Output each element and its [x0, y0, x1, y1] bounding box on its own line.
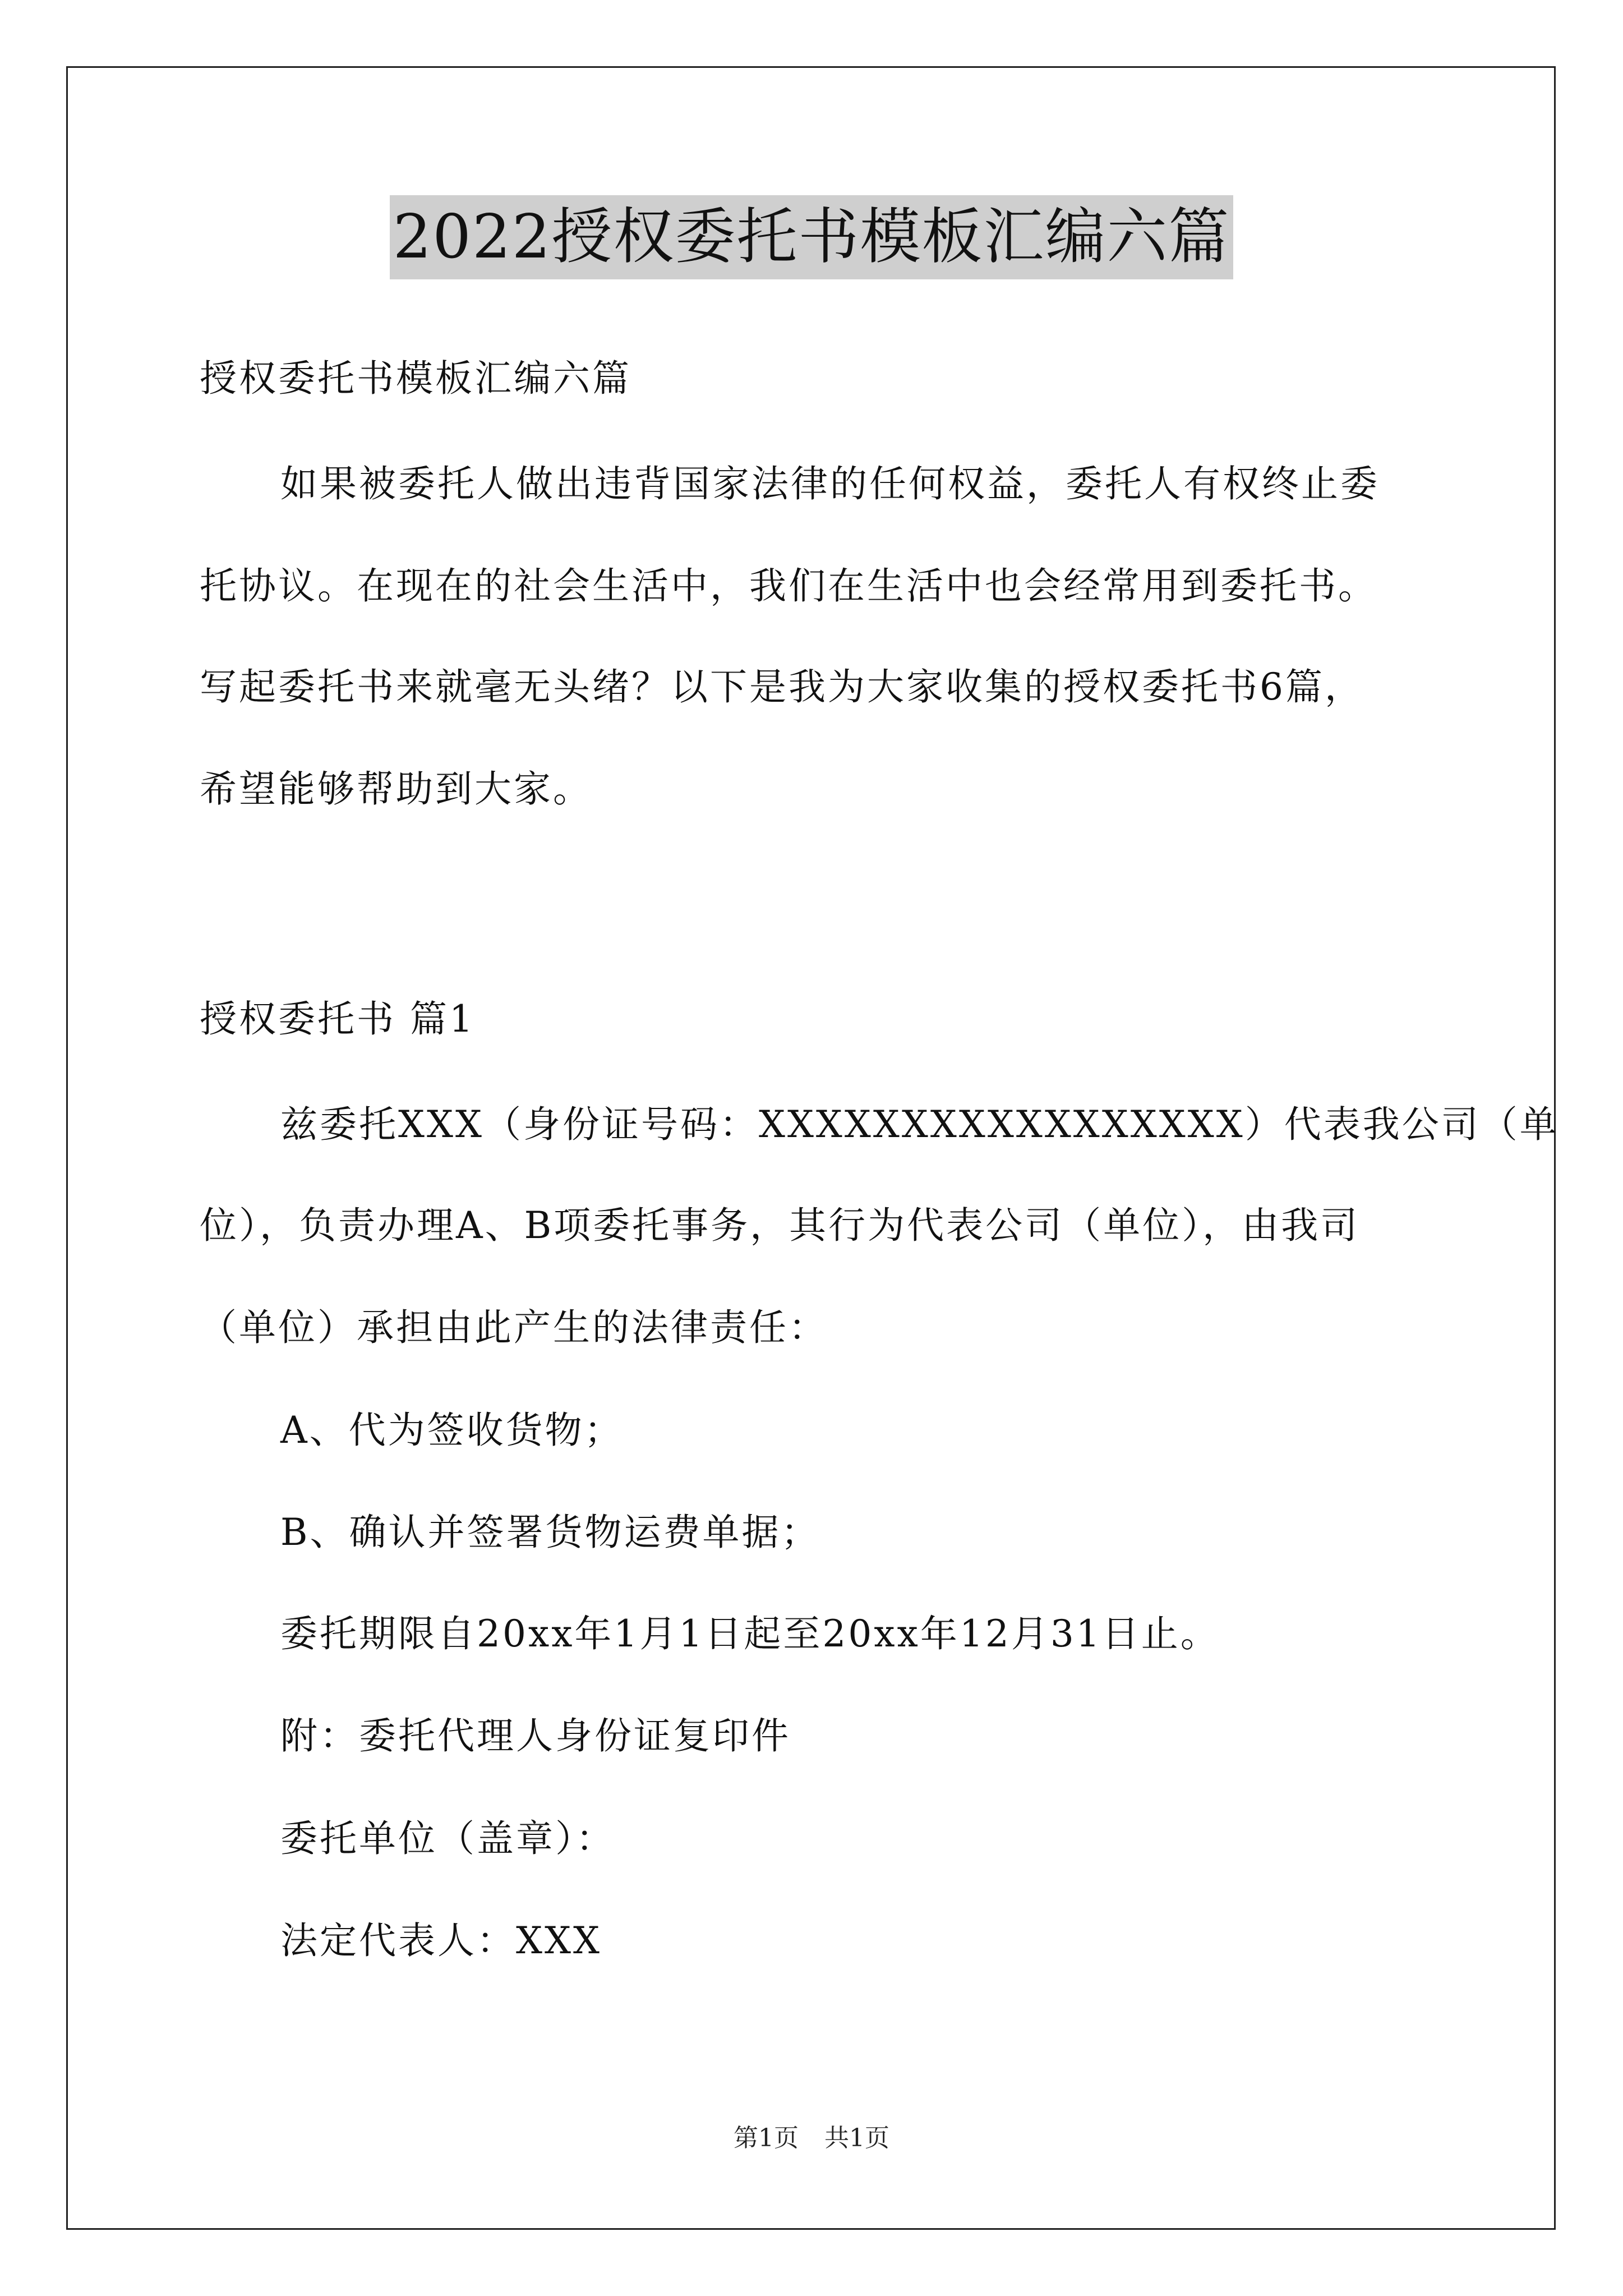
body-line-1: 兹委托XXX（身份证号码：XXXXXXXXXXXXXXXXX）代表我公司（单	[280, 1103, 1559, 1146]
document-title: 2022授权委托书模板汇编六篇	[390, 195, 1234, 279]
page-footer	[0, 2122, 1623, 2155]
intro-line-1: 如果被委托人做出违背国家法律的任何权益，委托人有权终止委	[280, 462, 1380, 505]
intro-line-2: 托协议。在现在的社会生活中，我们在生活中也会经常用到委托书。	[200, 564, 1377, 608]
body-line-4: A、代为签收货物；	[280, 1409, 624, 1452]
body-line-2: 位），负责办理A、B项委托事务，其行为代表公司（单位），由我司	[200, 1204, 1360, 1247]
body-line-6: 委托期限自20xx年1月1日起至20xx年12月31日止。	[280, 1612, 1220, 1655]
intro-line-4: 希望能够帮助到大家。	[200, 767, 592, 811]
title-container	[0, 195, 1623, 279]
section-heading: 授权委托书 篇1	[200, 997, 475, 1041]
body-line-7: 附：委托代理人身份证复印件	[280, 1714, 791, 1757]
intro-line-3: 写起委托书来就毫无头绪？以下是我为大家收集的授权委托书6篇，	[200, 665, 1364, 708]
body-line-8: 委托单位（盖章）：	[280, 1817, 615, 1860]
subtitle: 授权委托书模板汇编六篇	[200, 357, 631, 400]
body-line-5: B、确认并签署货物运费单据；	[280, 1511, 820, 1554]
body-line-3: （单位）承担由此产生的法律责任：	[200, 1306, 828, 1349]
body-line-9: 法定代表人：XXX	[280, 1919, 602, 1962]
page-number-current: 第1页	[734, 2124, 799, 2152]
page-number-total: 共1页	[824, 2124, 889, 2152]
